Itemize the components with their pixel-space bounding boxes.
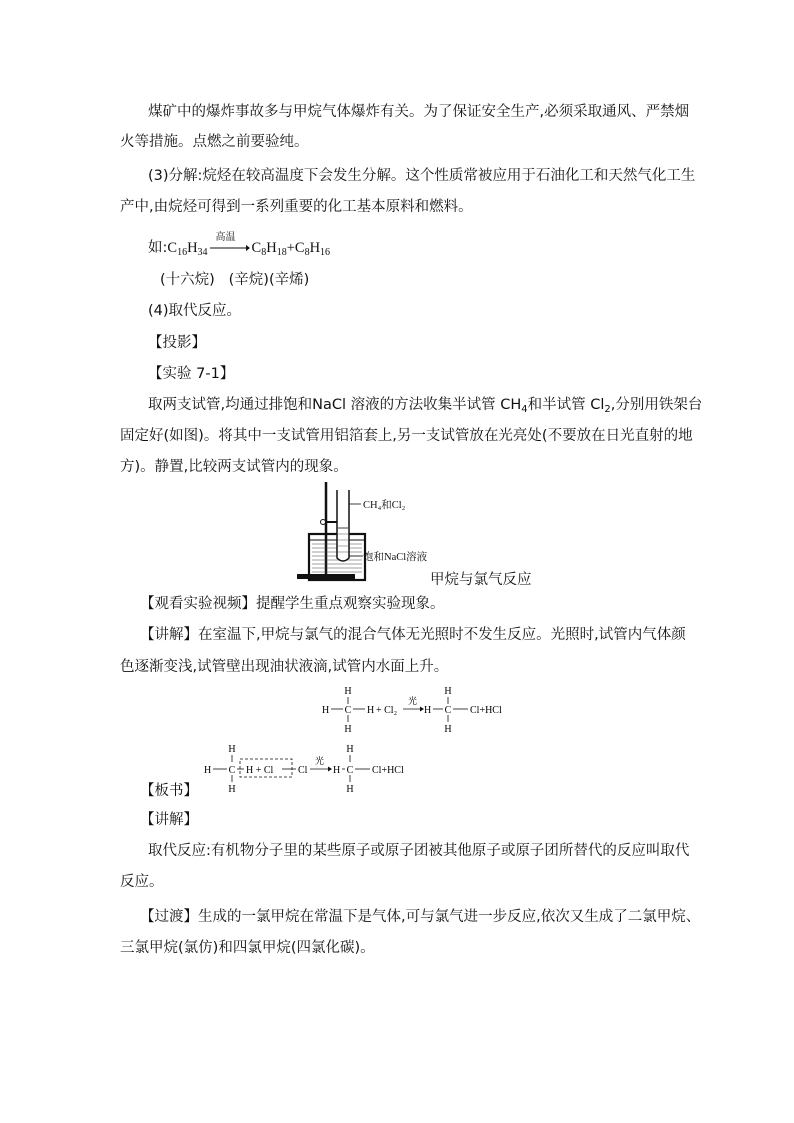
- product-octene: $C_8H_{16}$: [294, 240, 331, 258]
- paragraph-line: 火等措施。点燃之前要验纯。: [120, 134, 309, 150]
- svg-text:Cl+HCl: Cl+HCl: [470, 705, 502, 716]
- tag-board: 【板书】: [140, 783, 198, 799]
- paragraph-line: 【过渡】生成的一氯甲烷在常温下是气体,可与氯气进一步反应,依次又生成了二氯甲烷、: [140, 909, 701, 925]
- clamp-screw: [321, 520, 326, 525]
- svg-text:H: H: [444, 724, 452, 735]
- tag-video: 【观看实验视频】提醒学生重点观察实验现象。: [140, 596, 445, 612]
- svg-text:C: C: [346, 765, 354, 776]
- solution-label: 饱和NaCl溶液: [363, 552, 428, 563]
- svg-text:H: H: [424, 705, 432, 716]
- svg-text:光: 光: [408, 696, 418, 706]
- reaction-arrow: [210, 232, 250, 255]
- condition-label: 高温: [215, 232, 236, 243]
- svg-text:Cl+HCl: Cl+HCl: [372, 765, 404, 776]
- cracking-equation: 如$:C_{16}H_{34}$ 高温 $C_8H_{18}+C_8H_{16}$: [148, 238, 330, 258]
- stand-base: [297, 574, 355, 579]
- svg-text:H: H: [228, 784, 236, 795]
- tag-experiment: 【实验 7-1】: [148, 366, 235, 382]
- paragraph-line: 取两支试管,均通过排饱和NaCl 溶液的方法收集半试管 $CH_4$和半试管 $Cl_2$,分别用铁架台: [148, 397, 703, 415]
- test-tube: [337, 490, 349, 561]
- reaction-structure-1: [318, 684, 518, 736]
- paragraph-line: 色逐渐变浅,试管壁出现油状液滴,试管内水面上升。: [120, 659, 449, 675]
- svg-text:H: H: [444, 686, 452, 697]
- svg-text:H: H: [333, 765, 341, 776]
- apparatus-figure: [295, 478, 435, 584]
- svg-text:H + Cl: H + Cl: [246, 765, 274, 776]
- svg-text:Cl: Cl: [298, 765, 308, 776]
- svg-text:H: H: [204, 765, 212, 776]
- paragraph-line: (3)分解:烷烃在较高温度下会发生分解。这个性质常被应用于石油化工和天然气化工生: [148, 168, 696, 184]
- section-heading: (4)取代反应。: [148, 303, 242, 319]
- svg-text:H: H: [346, 744, 354, 755]
- compound-names: (十六烷) (辛烷)(辛烯): [160, 272, 310, 288]
- svg-text:H: H: [228, 744, 236, 755]
- paragraph-line: 煤矿中的爆炸事故多与甲烷气体爆炸有关。为了保证安全生产,必须采取通风、严禁烟: [148, 104, 690, 120]
- tag-explain: 【讲解】: [140, 812, 198, 828]
- equation-prefix: 如:: [148, 240, 168, 256]
- tag-projection: 【投影】: [148, 335, 206, 351]
- gas-label: CH₄和Cl₂: [363, 500, 406, 511]
- svg-text:H: H: [367, 705, 375, 716]
- figure-caption: 甲烷与氯气反应: [430, 572, 532, 588]
- svg-text:H: H: [346, 784, 354, 795]
- paragraph-line: 固定好(如图)。将其中一支试管用铝箔套上,另一支试管放在光亮处(不要放在日光直射的地: [120, 428, 693, 444]
- svg-text:C: C: [228, 765, 236, 776]
- product-octane: $C_8H_{18}$: [251, 240, 287, 258]
- svg-text:光: 光: [315, 756, 325, 766]
- reactant-formula: $C_{16}H_{34}$: [167, 240, 208, 258]
- svg-text:H: H: [344, 724, 352, 735]
- svg-text:H: H: [322, 705, 330, 716]
- paragraph-line: 方)。静置,比较两支试管内的现象。: [120, 459, 348, 475]
- paragraph-line: 反应。: [120, 874, 164, 890]
- paragraph-line: 三氯甲烷(氯仿)和四氯甲烷(四氯化碳)。: [120, 940, 375, 956]
- svg-text:C: C: [444, 705, 452, 716]
- svg-text:C: C: [344, 705, 352, 716]
- paragraph-line: 【讲解】在室温下,甲烷与氯气的混合气体无光照时不发生反应。光照时,试管内气体颜: [140, 627, 686, 643]
- svg-text:H: H: [344, 686, 352, 697]
- reaction-structure-2: [200, 742, 420, 798]
- svg-text:+ Cl₂: + Cl₂: [376, 705, 398, 716]
- paragraph-line: 取代反应:有机物分子里的某些原子或原子团被其他原子或原子团所替代的反应叫取代: [148, 843, 690, 859]
- paragraph-line: 产中,由烷烃可得到一系列重要的化工基本原料和燃料。: [120, 199, 473, 215]
